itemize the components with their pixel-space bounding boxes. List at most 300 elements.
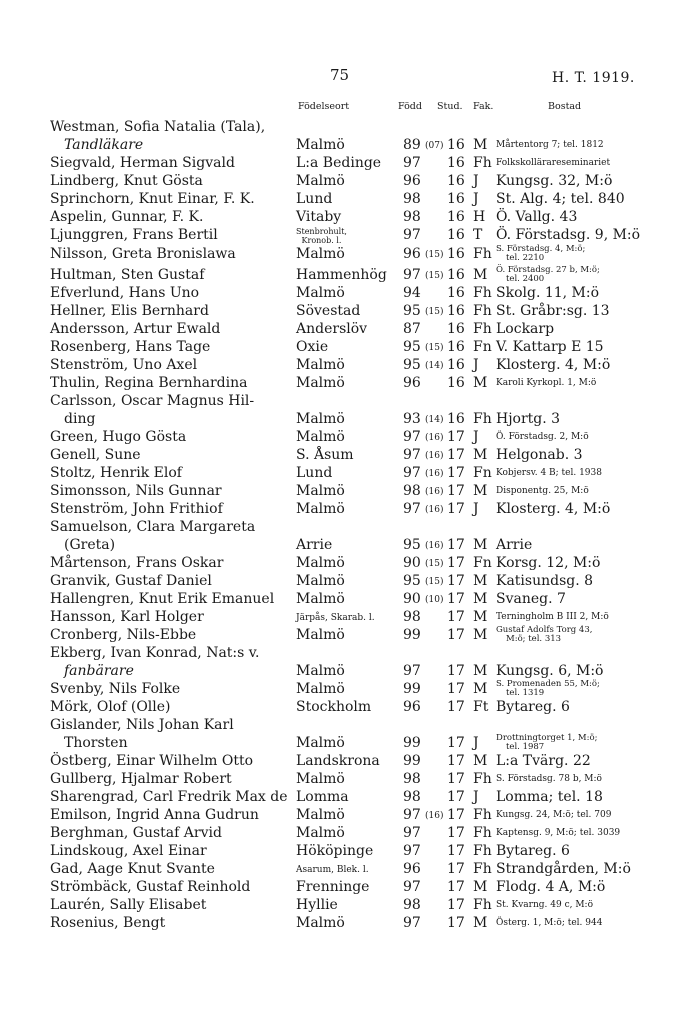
entry-prior-year: (15) [425,577,444,587]
entry-study-year: 17 [447,681,465,697]
entry-study-year: 17 [447,555,465,571]
entry-birthplace: Hyllie [296,897,338,913]
entry-faculty: T [473,227,483,243]
entry-born: 90 [403,591,421,607]
entry-name: Genell, Sune [50,447,141,463]
entry-birthplace: Malmö [296,285,345,301]
entry-name: Lindberg, Knut Gösta [50,173,203,189]
entry-study-year: 16 [447,321,465,337]
entry-faculty: M [473,627,488,643]
entry-birthplace: Oxie [296,339,329,355]
entry-name: Strömbäck, Gustaf Reinhold [50,879,251,895]
entry-name: Carlsson, Oscar Magnus Hil- [50,393,255,409]
entry-faculty: Fn [473,465,492,481]
entry-name: (Greta) [64,537,116,553]
entry-name: Berghman, Gustaf Arvid [50,825,222,841]
entry-faculty: M [473,915,488,931]
list-item [0,572,696,592]
entry-birthplace: Lomma [296,789,349,805]
entry-born: 97 [403,843,421,859]
entry-study-year: 17 [447,753,465,769]
entry-birthplace: Malmö [296,429,345,445]
entry-name: Thorsten [64,735,128,751]
entry-address: Mårtentorg 7; tel. 1812 [496,140,604,150]
entry-name: Rosenius, Bengt [50,915,166,931]
entry-address: Bytareg. 6 [496,699,570,715]
entry-born: 97 [403,429,421,445]
entry-name: Svenby, Nils Folke [50,681,181,697]
list-item [0,320,696,340]
entry-born: 97 [403,663,421,679]
entry-address: Österg. 1, M:ö; tel. 944 [496,918,603,928]
entry-address: Drottningtorget 1, M:ö; tel. 1987 [496,733,598,752]
list-item [0,770,696,790]
entry-birthplace: Asarum, Blek. l. [296,865,369,875]
entry-name: Efverlund, Hans Uno [50,285,200,301]
list-item [0,172,696,192]
entry-born: 96 [403,246,421,262]
entry-faculty: J [473,357,479,373]
entry-study-year: 17 [447,429,465,445]
entry-birthplace: Arrie [296,537,333,553]
entry-prior-year: (07) [425,141,444,151]
entry-born: 97 [403,825,421,841]
list-item [0,245,696,265]
entry-born: 90 [403,555,421,571]
entry-name: Ekberg, Ivan Konrad, Nat:s v. [50,645,260,661]
entry-name: Cronberg, Nils-Ebbe [50,627,197,643]
entry-birthplace: Stockholm [296,699,372,715]
entry-name: Mörk, Olof (Olle) [50,699,171,715]
entry-faculty: M [473,879,488,895]
entry-born: 98 [403,897,421,913]
entry-born: 99 [403,681,421,697]
entry-birthplace: Frenninge [296,879,370,895]
list-item [0,284,696,304]
entry-name: Andersson, Artur Ewald [50,321,221,337]
list-item [0,190,696,210]
entry-faculty: Fh [473,843,492,859]
entry-born: 95 [403,573,421,589]
entry-prior-year: (16) [425,433,444,443]
entry-faculty: M [473,681,488,697]
entry-study-year: 17 [447,897,465,913]
entry-faculty: M [473,573,488,589]
entry-born: 97 [403,227,421,243]
entry-study-year: 17 [447,861,465,877]
entry-name: Laurén, Sally Elisabet [50,897,207,913]
entry-birthplace: Malmö [296,681,345,697]
entry-faculty: M [473,537,488,553]
list-item [0,118,696,138]
entry-study-year: 17 [447,591,465,607]
entry-address: Ö. Förstadsg. 9, M:ö [496,227,641,243]
entry-faculty: H [473,209,486,225]
entry-birthplace: Malmö [296,483,345,499]
list-item [0,788,696,808]
entry-name: Westman, Sofia Natalia (Tala), [50,119,266,135]
entry-birthplace: Landskrona [296,753,380,769]
entry-address: Kaptensg. 9, M:ö; tel. 3039 [496,828,621,838]
entry-birthplace: Lund [296,191,333,207]
entry-study-year: 16 [447,227,465,243]
entry-address: Ö. Förstadsg. 2, M:ö [496,432,589,442]
entry-birthplace: Malmö [296,771,345,787]
entry-birthplace: Hököpinge [296,843,374,859]
entry-address: Lockarp [496,321,555,337]
entry-name: Ljunggren, Frans Bertil [50,227,218,243]
entry-birthplace: Malmö [296,555,345,571]
entry-birthplace: Malmö [296,173,345,189]
entry-address: St. Kvarng. 49 c, M:ö [496,900,594,910]
list-item [0,554,696,574]
entry-name: Hellner, Elis Bernhard [50,303,209,319]
list-item [0,698,696,718]
page-number: 75 [330,66,350,84]
entry-name: fanbärare [64,663,134,679]
entry-born: 98 [403,483,421,499]
entry-born: 94 [403,285,421,301]
entry-birthplace: Malmö [296,663,345,679]
entry-address: Skolg. 11, M:ö [496,285,600,301]
entry-born: 87 [403,321,421,337]
entry-faculty: J [473,429,479,445]
list-item [0,136,696,156]
entry-born: 98 [403,771,421,787]
list-item [0,860,696,880]
list-item [0,842,696,862]
entry-study-year: 16 [447,411,465,427]
entry-prior-year: (16) [425,487,444,497]
entry-born: 97 [403,501,421,517]
entry-name: Hultman, Sten Gustaf [50,267,205,283]
entry-faculty: Fn [473,555,492,571]
entry-address: Disponentg. 25, M:ö [496,486,589,496]
entry-study-year: 17 [447,501,465,517]
column-header-fodd: Född [398,101,422,112]
entry-address: Klosterg. 4, M:ö [496,501,611,517]
column-header-fodelseort: Födelseort [298,101,350,112]
entry-prior-year: (15) [425,343,444,353]
entry-address: V. Kattarp E 15 [496,339,604,355]
entry-birthplace: Malmö [296,357,345,373]
entry-prior-year: (15) [425,559,444,569]
entry-birthplace: Malmö [296,915,345,931]
entry-study-year: 17 [447,447,465,463]
list-item [0,428,696,448]
list-item [0,226,696,246]
entry-born: 99 [403,627,421,643]
entry-born: 95 [403,303,421,319]
entry-birthplace: Hammenhög [296,267,387,283]
entry-study-year: 17 [447,807,465,823]
column-header-bostad: Bostad [548,101,582,112]
entry-faculty: Fn [473,339,492,355]
entry-prior-year: (15) [425,271,444,281]
entry-address: Terningholm B III 2, M:ö [496,612,609,622]
entry-faculty: Fh [473,321,492,337]
entry-address: Ö. Vallg. 43 [496,209,578,225]
entry-prior-year: (15) [425,307,444,317]
column-header-stud: Stud. [437,101,463,112]
entry-faculty: J [473,191,479,207]
entry-prior-year: (15) [425,250,444,260]
entry-address: Kobjersv. 4 B; tel. 1938 [496,468,602,478]
entry-address: St. Gråbr:sg. 13 [496,303,610,319]
entry-study-year: 16 [447,303,465,319]
entry-address: Kungsg. 24, M:ö; tel. 709 [496,810,612,820]
entry-born: 98 [403,209,421,225]
entry-faculty: Fh [473,246,492,262]
list-item [0,878,696,898]
entry-birthplace: Anderslöv [296,321,368,337]
entry-name: Thulin, Regina Bernhardina [50,375,248,391]
entry-study-year: 16 [447,285,465,301]
entry-name: Simonsson, Nils Gunnar [50,483,222,499]
entry-faculty: Ft [473,699,489,715]
entry-study-year: 16 [447,357,465,373]
entry-prior-year: (16) [425,469,444,479]
entry-faculty: M [473,753,488,769]
entry-faculty: Fh [473,861,492,877]
entry-name: Gislander, Nils Johan Karl [50,717,234,733]
list-item [0,482,696,502]
entry-birthplace: Malmö [296,735,345,751]
entry-address: Strandgården, M:ö [496,861,631,877]
entry-birthplace: Malmö [296,246,345,262]
list-item [0,266,696,286]
entry-address: Katisundsg. 8 [496,573,594,589]
entry-born: 97 [403,447,421,463]
entry-address: Kungsg. 6, M:ö [496,663,604,679]
entry-address: Svaneg. 7 [496,591,566,607]
entry-name: Mårtenson, Frans Oskar [50,555,224,571]
entry-address: St. Alg. 4; tel. 840 [496,191,625,207]
entry-birthplace: Järpås, Skarab. l. [296,613,375,623]
entry-faculty: M [473,591,488,607]
entry-study-year: 17 [447,609,465,625]
entry-faculty: M [473,447,488,463]
entry-birthplace: Malmö [296,807,345,823]
entry-born: 95 [403,537,421,553]
entry-faculty: M [473,137,488,153]
list-item [0,464,696,484]
entry-study-year: 16 [447,246,465,262]
list-item [0,806,696,826]
list-item [0,734,696,754]
list-item [0,500,696,520]
entry-study-year: 17 [447,663,465,679]
entry-name: Lindskoug, Axel Einar [50,843,207,859]
entry-faculty: Fh [473,303,492,319]
entry-name: Emilson, Ingrid Anna Gudrun [50,807,259,823]
entry-name: Stenström, Uno Axel [50,357,198,373]
entry-name: ding [64,411,96,427]
entry-address: L:a Tvärg. 22 [496,753,591,769]
entry-faculty: J [473,173,479,189]
entry-address: Bytareg. 6 [496,843,570,859]
entry-born: 96 [403,173,421,189]
entry-prior-year: (16) [425,505,444,515]
entry-address: Kungsg. 32, M:ö [496,173,613,189]
entry-birthplace: Malmö [296,375,345,391]
entry-study-year: 17 [447,915,465,931]
entry-birthplace: Malmö [296,573,345,589]
list-item [0,752,696,772]
list-item [0,410,696,430]
entry-study-year: 16 [447,155,465,171]
entry-study-year: 17 [447,537,465,553]
entry-study-year: 16 [447,375,465,391]
entry-born: 95 [403,357,421,373]
entry-faculty: Fh [473,807,492,823]
entry-faculty: Fh [473,771,492,787]
entry-name: Granvik, Gustaf Daniel [50,573,212,589]
entry-born: 97 [403,807,421,823]
column-header-fak: Fak. [473,101,494,112]
entry-address: Gustaf Adolfs Torg 43, M:ö; tel. 313 [496,625,593,644]
entry-study-year: 17 [447,825,465,841]
entry-name: Gad, Aage Knut Svante [50,861,215,877]
entry-study-year: 16 [447,191,465,207]
running-head: H. T. 1919. [552,70,635,86]
entry-name: Samuelson, Clara Margareta [50,519,256,535]
entry-born: 96 [403,375,421,391]
entry-faculty: J [473,735,479,751]
entry-address: Flodg. 4 A, M:ö [496,879,606,895]
entry-born: 97 [403,879,421,895]
entry-name: Sprinchorn, Knut Einar, F. K. [50,191,255,207]
entry-born: 99 [403,753,421,769]
entry-birthplace: L:a Bedinge [296,155,382,171]
entry-name: Hansson, Karl Holger [50,609,204,625]
entry-born: 99 [403,735,421,751]
list-item [0,914,696,934]
entry-study-year: 16 [447,137,465,153]
entry-birthplace: Lund [296,465,333,481]
entry-born: 96 [403,861,421,877]
entry-birthplace: Malmö [296,591,345,607]
entry-name: Stoltz, Henrik Elof [50,465,182,481]
entry-prior-year: (16) [425,451,444,461]
entry-born: 97 [403,155,421,171]
list-item [0,208,696,228]
entry-name: Siegvald, Herman Sigvald [50,155,235,171]
entry-born: 98 [403,191,421,207]
entry-faculty: M [473,267,488,283]
entry-birthplace: Vitaby [296,209,342,225]
entry-birthplace: Sövestad [296,303,361,319]
entry-prior-year: (16) [425,541,444,551]
entry-born: 97 [403,465,421,481]
entry-faculty: M [473,375,488,391]
entry-faculty: M [473,483,488,499]
entry-study-year: 17 [447,843,465,859]
list-item [0,626,696,646]
entry-name: Stenström, John Frithiof [50,501,223,517]
entry-address: Helgonab. 3 [496,447,583,463]
entry-study-year: 16 [447,209,465,225]
entry-study-year: 17 [447,483,465,499]
entry-study-year: 17 [447,699,465,715]
list-item [0,590,696,610]
entry-name: Rosenberg, Hans Tage [50,339,211,355]
entry-name: Sharengrad, Carl Fredrik Max de [50,789,288,805]
entry-address: Folkskollärareseminariet [496,158,611,168]
entry-study-year: 17 [447,789,465,805]
list-item [0,154,696,174]
entry-name: Tandläkare [64,137,144,153]
entry-prior-year: (14) [425,361,444,371]
list-item [0,374,696,394]
entry-address: Ö. Förstadsg. 27 b, M:ö; tel. 2400 [496,265,600,284]
entry-birthplace: Malmö [296,627,345,643]
entry-birthplace: Malmö [296,411,345,427]
entry-name: Östberg, Einar Wilhelm Otto [50,753,254,769]
entry-name: Gullberg, Hjalmar Robert [50,771,232,787]
list-item [0,644,696,664]
entry-faculty: Fh [473,897,492,913]
entry-prior-year: (16) [425,811,444,821]
entry-prior-year: (10) [425,595,444,605]
list-item [0,446,696,466]
entry-birthplace: Malmö [296,137,345,153]
entry-birthplace: Malmö [296,825,345,841]
entry-study-year: 17 [447,627,465,643]
entry-address: S. Förstadsg. 78 b, M:ö [496,774,602,784]
list-item [0,824,696,844]
entry-address: S. Promenaden 55, M:ö; tel. 1319 [496,679,600,698]
list-item [0,518,696,538]
entry-address: Lomma; tel. 18 [496,789,603,805]
entry-birthplace: Stenbrohult, Kronob. l. [296,227,347,245]
entry-faculty: Fh [473,411,492,427]
entry-born: 89 [403,137,421,153]
entry-address: Hjortg. 3 [496,411,561,427]
entry-study-year: 17 [447,735,465,751]
entry-faculty: M [473,663,488,679]
entry-birthplace: S. Åsum [296,447,354,463]
entry-faculty: Fh [473,155,492,171]
list-item [0,896,696,916]
entry-faculty: Fh [473,825,492,841]
entry-address: S. Förstadsg. 4, M:ö; tel. 2210 [496,244,586,263]
entry-born: 98 [403,789,421,805]
entry-faculty: J [473,789,479,805]
entry-born: 93 [403,411,421,427]
entry-name: Hallengren, Knut Erik Emanuel [50,591,275,607]
entry-address: Karoli Kyrkopl. 1, M:ö [496,378,597,388]
entry-faculty: Fh [473,285,492,301]
list-item [0,302,696,322]
entry-study-year: 17 [447,465,465,481]
entry-prior-year: (14) [425,415,444,425]
entry-faculty: M [473,609,488,625]
entry-born: 98 [403,609,421,625]
entry-name: Nilsson, Greta Bronislawa [50,246,236,262]
entry-study-year: 17 [447,771,465,787]
list-item [0,356,696,376]
entry-born: 96 [403,699,421,715]
list-item [0,338,696,358]
entry-study-year: 16 [447,339,465,355]
list-item [0,680,696,700]
entry-study-year: 16 [447,267,465,283]
entry-name: Green, Hugo Gösta [50,429,187,445]
entry-faculty: J [473,501,479,517]
list-item [0,392,696,412]
entry-birthplace: Malmö [296,501,345,517]
